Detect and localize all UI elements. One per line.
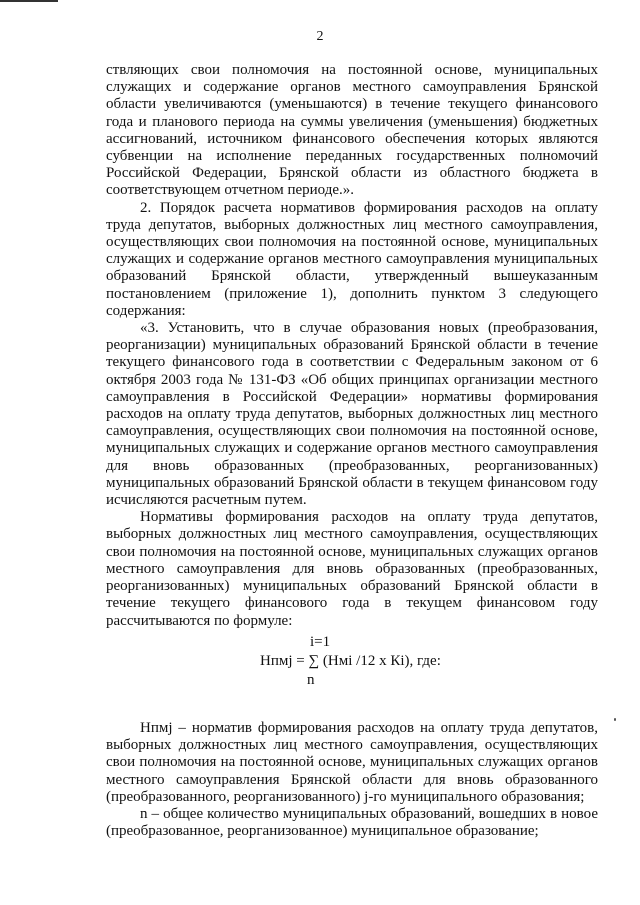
paragraph-item-3: «3. Установить, что в случае образования новых (преобразования, реорганизации) муниципальных образований Брянской области в течение текущего финансового года в соответствии с Федеральным законом от 6 октября 2003 года № 131-ФЗ «Об общих принципах организации местного самоуправления в Российской Федерации» нормативы формирования расходов на оплату труда депутатов, выборных должностных лиц местного самоуправления, осуществляющих свои полномочия на постоянной основе, муниципальных служащих и содержание органов местного самоуправления для вновь образованных (преобразованных, реорганизованных) муниципальных образований Брянской области в текущем финансовом году исчисляются расчетным путем.: [106, 320, 598, 509]
top-edge-mark: [0, 0, 58, 2]
body-text-upper: [106, 62, 598, 630]
formula: [248, 634, 498, 694]
paragraph-item-2: 2. Порядок расчета нормативов формирования расходов на оплату труда депутатов, выборных должностных лиц местного самоуправления, осуществляющих свои полномочия на постоянной основе, муниципальных служащих и содержание органов местного самоуправления муниципальных образований Брянской области, утвержденный вышеуказанным постановлением (приложение 1), дополнить пунктом 3 следующего содержания:: [106, 199, 598, 319]
paragraph-normatives: Нормативы формирования расходов на оплату труда депутатов, выборных должностных лиц местного самоуправления, осуществляющих свои полномочия на постоянной основе, муниципальных служащих органов местного самоуправления для вновь образованных (преобразованных, реорганизованных) муниципальных образований Брянской области в течение текущего финансового года в текущем финансовом году рассчитываются по формуле:: [106, 509, 598, 629]
definition-n: n – общее количество муниципальных образований, вошедших в новое (преобразованное, реорганизованное) муниципальное образование;: [106, 806, 598, 840]
formula-sum-lower-limit: n: [307, 672, 315, 688]
page-number: 2: [316, 29, 324, 44]
definition-npmj: Нпмj – норматив формирования расходов на оплату труда депутатов, выборных должностных лиц местного самоуправления, осуществляющих свои полномочия на постоянной основе, муниципальных служащих органов местного самоуправления Брянской области для вновь образованного (преобразованного, реорганизованного) j-го муниципального образования;: [106, 720, 598, 805]
formula-expression: Нпмj = ∑ (Нмi /12 х Кi), где:: [260, 653, 441, 669]
formula-sum-upper-limit: i=1: [310, 634, 331, 650]
scan-speck: [614, 718, 616, 721]
paragraph-continuation: ствляющих свои полномочия на постоянной основе, муниципальных служащих и содержание органов местного самоуправления Брянской области увеличиваются (уменьшаются) в течение текущего финансового года и планового периода на суммы увеличения (уменьшения) бюджетных ассигнований, источником финансового обеспечения которых являются субвенции на исполнение переданных государственных полномочий Российской Федерации, Брянской области из областного бюджета в соответствующем отчетном периоде.».: [106, 62, 598, 199]
body-text-lower: [106, 720, 598, 840]
